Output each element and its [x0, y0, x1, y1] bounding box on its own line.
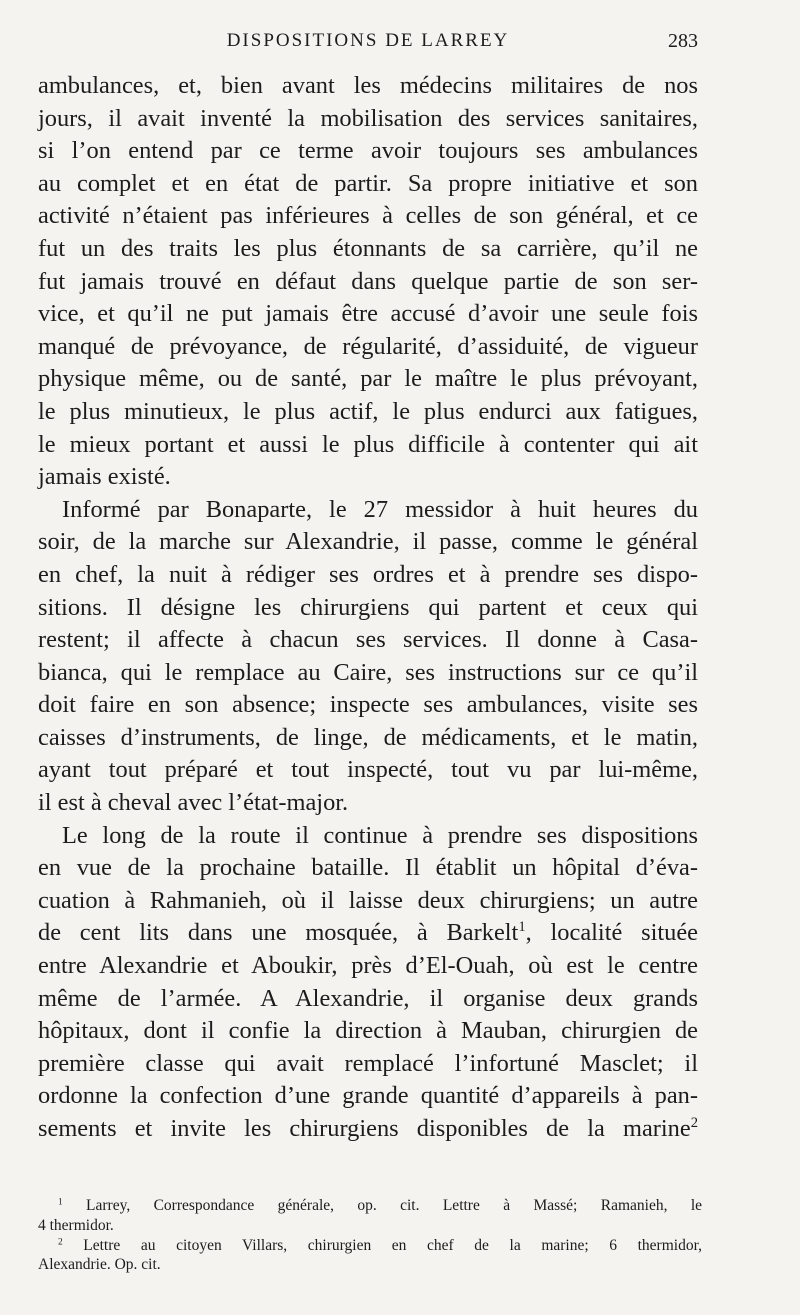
- text-line: vice, et qu’il ne put jamais être accusé d’avoir une seule fois: [38, 300, 698, 328]
- text-line: caisses d’instruments, de linge, de médicaments, et le matin,: [38, 723, 698, 751]
- text-line: jamais existé.: [38, 463, 171, 491]
- footnote-1-continuation: 4 thermidor.: [38, 1216, 114, 1234]
- text-segment: sements et invite les chirurgiens disponibles de la marine: [38, 1115, 691, 1142]
- page-number: 283: [668, 30, 698, 52]
- text-line: hôpitaux, dont il confie la direction à Mauban, chirurgien de: [38, 1017, 698, 1045]
- footnote-reference: 2: [690, 1115, 698, 1132]
- footnote-number: 2: [58, 1237, 63, 1248]
- text-line: le mieux portant et aussi le plus difficile à contenter qui ait: [38, 430, 698, 458]
- text-segment: de cent lits dans une mosquée, à Barkelt: [38, 919, 519, 947]
- text-line: bianca, qui le remplace au Caire, ses instructions sur ce qu’il: [38, 658, 698, 686]
- text-line: si l’on entend par ce terme avoir toujours ses ambulances: [38, 137, 698, 165]
- running-title: DISPOSITIONS DE LARREY: [226, 30, 510, 51]
- text-line: ambulances, et, bien avant les médecins militaires de nos: [38, 72, 698, 99]
- footnotes: [38, 1196, 702, 1275]
- text-line: entre Alexandrie et Aboukir, près d’El-Ouah, où est le centre: [38, 952, 698, 980]
- text-line: il est à cheval avec l’état-major.: [38, 789, 349, 817]
- text-line: sitions. Il désigne les chirurgiens qui partent et ceux qui: [38, 593, 698, 621]
- text-line: en chef, la nuit à rédiger ses ordres et à prendre ses dispo-: [38, 560, 698, 588]
- text-line-with-footnote: [38, 917, 698, 950]
- text-line: fut un des traits les plus étonnants de sa carrière, qu’il ne: [38, 234, 698, 262]
- footnote-text: Lettre au citoyen Villars, chirurgien en chef de la marine; 6 thermidor,: [83, 1236, 702, 1254]
- text-line-with-footnote: [38, 1113, 698, 1146]
- text-line: Informé par Bonaparte, le 27 messidor à huit heures du: [62, 495, 698, 523]
- body-text: [38, 70, 698, 1146]
- text-line: première classe qui avait remplacé l’infortuné Masclet; il: [38, 1049, 698, 1077]
- text-segment: , localité située: [525, 919, 698, 947]
- footnote-number: 1: [58, 1197, 63, 1208]
- text-line: au complet et en état de partir. Sa propre initiative et son: [38, 169, 698, 197]
- page-header: [38, 30, 698, 60]
- text-line: restent; il affecte à chacun ses services. Il donne à Casa-: [38, 626, 698, 654]
- text-line: activité n’étaient pas inférieures à celles de son général, et ce: [38, 202, 698, 230]
- text-line: en vue de la prochaine bataille. Il établit un hôpital d’éva-: [38, 854, 698, 882]
- footnote-1: [38, 1196, 702, 1216]
- text-line: cuation à Rahmanieh, où il laisse deux chirurgiens; un autre: [38, 886, 698, 914]
- text-line: fut jamais trouvé en défaut dans quelque partie de son ser-: [38, 267, 698, 295]
- text-line: ayant tout préparé et tout inspecté, tout vu par lui-même,: [38, 756, 698, 784]
- footnote-2-continuation: Alexandrie. Op. cit.: [38, 1256, 161, 1274]
- text-line: physique même, ou de santé, par le maître le plus prévoyant,: [38, 365, 698, 393]
- footnote-text: Larrey, Correspondance générale, op. cit. Lettre à Massé; Ramanieh, le: [86, 1197, 703, 1214]
- text-line: ordonne la confection d’une grande quantité d’appareils à pan-: [38, 1082, 698, 1110]
- footnote-2: [38, 1236, 702, 1256]
- text-line: le plus minutieux, le plus actif, le plus endurci aux fatigues,: [38, 397, 698, 425]
- text-line: manqué de prévoyance, de régularité, d’assiduité, de vigueur: [38, 332, 698, 360]
- footnote-reference: 1: [518, 919, 526, 936]
- text-line: soir, de la marche sur Alexandrie, il passe, comme le général: [38, 528, 698, 556]
- text-line: jours, il avait inventé la mobilisation des services sanitaires,: [38, 104, 698, 132]
- text-line: même de l’armée. A Alexandrie, il organise deux grands: [38, 984, 698, 1012]
- text-line: Le long de la route il continue à prendre ses dispositions: [62, 821, 698, 849]
- text-line: doit faire en son absence; inspecte ses ambulances, visite ses: [38, 691, 698, 719]
